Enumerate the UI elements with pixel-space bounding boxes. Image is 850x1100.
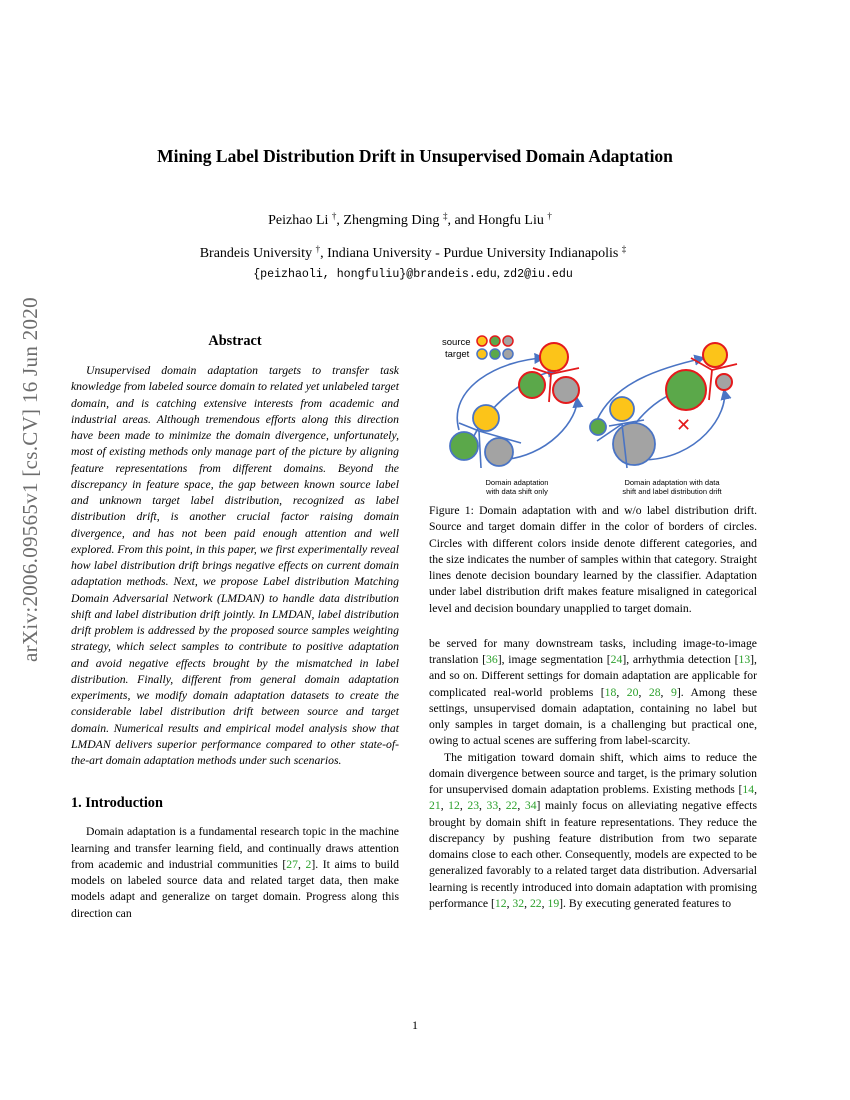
abstract-heading: Abstract xyxy=(208,333,262,349)
citation-link[interactable]: 32 xyxy=(512,896,525,910)
introduction-heading: 1. Introduction xyxy=(71,795,163,812)
citation-link[interactable]: 14 xyxy=(742,783,755,796)
right-body-text xyxy=(429,636,757,912)
left-panel-label: with data shift only xyxy=(486,487,548,496)
citation-link[interactable]: 13 xyxy=(738,653,751,666)
citation-link[interactable]: 36 xyxy=(486,653,498,666)
right-panel-label: shift and label distribution drift xyxy=(622,487,722,496)
domain-adaptation-diagram xyxy=(429,328,757,503)
affiliation-mark: ‡ xyxy=(621,244,627,254)
left-panel-label: Domain adaptation xyxy=(485,478,549,487)
conjunction: and xyxy=(454,213,475,228)
affiliation-name: Brandeis University xyxy=(199,246,313,261)
affiliation-mark: † xyxy=(547,211,552,221)
legend-target-label: target xyxy=(445,349,470,360)
citation-link[interactable]: 27 xyxy=(286,857,298,871)
author-name: Hongfu Liu xyxy=(478,213,544,228)
left-panel-diagram xyxy=(450,343,579,468)
citation-link[interactable]: 2 xyxy=(305,857,312,871)
misalignment-cross-icon: ✕ xyxy=(676,415,692,435)
citation-link[interactable]: 33 xyxy=(486,799,499,813)
legend-source-circles xyxy=(477,336,513,346)
affiliation-mark: † xyxy=(331,211,337,221)
citation-link[interactable]: 12 xyxy=(494,896,507,910)
citation-link[interactable]: 22 xyxy=(529,896,542,910)
citation-link[interactable]: 20 xyxy=(626,685,639,699)
body-paragraph: The mitigation toward domain shift, which aims to reduce the domain divergence between source and target, is the primary solution for unsupervised domain adaptation problems. Existing methods [14, 21, 12, 23, 33, 22, 34] mainly focus on alleviating negative effects brought by domain shift in feature representations. They reduce the discrepancy by pushing feature distribution from two separate domains close to each other. Consequently, models are expected to be generalized favorably to a related target data distribution. Adversarial learning is recently introduced into domain adaptation with promising performance [12, 32, 22, 19]. By executing generated features to xyxy=(429,750,758,910)
page-number: 1 xyxy=(412,1018,418,1032)
citation-link[interactable]: 23 xyxy=(467,799,480,813)
body-paragraph: be served for many downstream tasks, including image-to-image translation [36], image segmentation [24], arrhythmia detection [13], and so on. Different settings for domain adaptation are applicable for complicated real-world problems [18, 20, 28, 9]. Among these settings, unsupervised domain adaptation, containing no label but only samples in target domain, is a challenging but practical one, owing to actual scenes are suffering from label-scarcity. xyxy=(429,636,758,748)
citation-link[interactable]: 21 xyxy=(429,799,441,813)
citation-link[interactable]: 18 xyxy=(604,685,617,699)
figure-caption: Figure 1: Domain adaptation with and w/o label distribution drift. Source and target domain differ in the color of borders of circles. Circles with different colors inside denote different categories, and the size indicates the number of samples within that category. Straight lines denote decision boundary learned by the classifier. Adaptation under label distribution drift makes feature misaligned in categorical level and decision boundary unapplied to target domain. xyxy=(429,504,757,615)
paper-title: Mining Label Distribution Drift in Unsupervised Domain Adaptation xyxy=(157,146,673,166)
citation-link[interactable]: 24 xyxy=(610,653,623,666)
email-address[interactable]: zd2@iu.edu xyxy=(503,268,573,281)
citation-link[interactable]: 19 xyxy=(547,896,560,910)
citation-link[interactable]: 34 xyxy=(524,799,537,813)
citation-link[interactable]: 22 xyxy=(505,799,518,813)
legend-source-label: source xyxy=(442,337,471,348)
left-column xyxy=(71,330,399,922)
arxiv-side-label: arXiv:2006.09565v1 [cs.CV] 16 Jun 2020 xyxy=(18,297,42,663)
figure-1 xyxy=(429,328,757,503)
legend-target-circles xyxy=(477,349,513,359)
right-column xyxy=(429,328,757,912)
affiliations: Brandeis University †, Indiana University - Purdue University Indianapolis ‡ xyxy=(199,244,627,261)
affiliation-name: Indiana University - Purdue University Indianapolis xyxy=(327,246,619,261)
right-panel-diagram xyxy=(590,343,737,468)
citation-link[interactable]: 12 xyxy=(448,799,460,813)
email-address[interactable]: {peizhaoli, hongfuliu}@brandeis.edu xyxy=(253,268,497,281)
author-name: Peizhao Li xyxy=(268,213,329,228)
abstract-text: Unsupervised domain adaptation targets to transfer task knowledge from labeled source domain to related yet unlabeled target domain, and is catching extensive interests from academic and industrial areas. Although tremendous efforts along this direction have been made to minimize the domain divergence, unfortunately, most of existing methods only manage part of the picture by aligning feature representations from different domains. Beyond the discrepancy in feature space, the gap between known source label and unknown target label distribution, recognized as label distribution drift, is another crucial factor raising domain divergence, and has not been paid enough attention and well explored. From this point, in this paper, we first experimentally reveal how label distribution drift brings negative effects on current domain adaptation methods. Next, we propose Label distribution Matching Domain Adversarial Network (LMDAN) to handle data distribution shift and label distribution drift jointly. In LMDAN, label distribution drift problem is addressed by the proposed source samples weighting strategy, which select samples to contribute to positive adaptation and avoid negative effects brought by the mismatched in label distribution. Finally, different from general domain adaptation experiments, we modify domain adaptation datasets to create the considerable label distribution drift between source and target domain. Numerical results and empirical model analysis show that LMDAN delivers superior performance compared to other state-of-the-art domain adaptation methods under such scenarios. xyxy=(71,364,399,767)
right-panel-label: Domain adaptation with data xyxy=(624,478,720,487)
affiliation-mark: ‡ xyxy=(442,211,448,221)
author-list: Peizhao Li †, Zhengming Ding ‡, and Hongfu Liu † xyxy=(268,211,552,228)
affiliation-mark: † xyxy=(315,244,321,254)
citation-link[interactable]: 28 xyxy=(648,685,661,699)
intro-paragraph: Domain adaptation is a fundamental research topic in the machine learning and transfer learning field, and continually draws attention from academic and industrial communities [27, 2]. It aims to build models on labeled source data and related target data, then make models adapt and generalize on target domain. Progress along this direction can xyxy=(71,825,399,920)
author-name: Zhengming Ding xyxy=(343,213,440,228)
email-line: {peizhaoli, hongfuliu}@brandeis.edu, zd2@iu.edu xyxy=(253,265,573,281)
citation-link[interactable]: 9 xyxy=(670,685,677,699)
